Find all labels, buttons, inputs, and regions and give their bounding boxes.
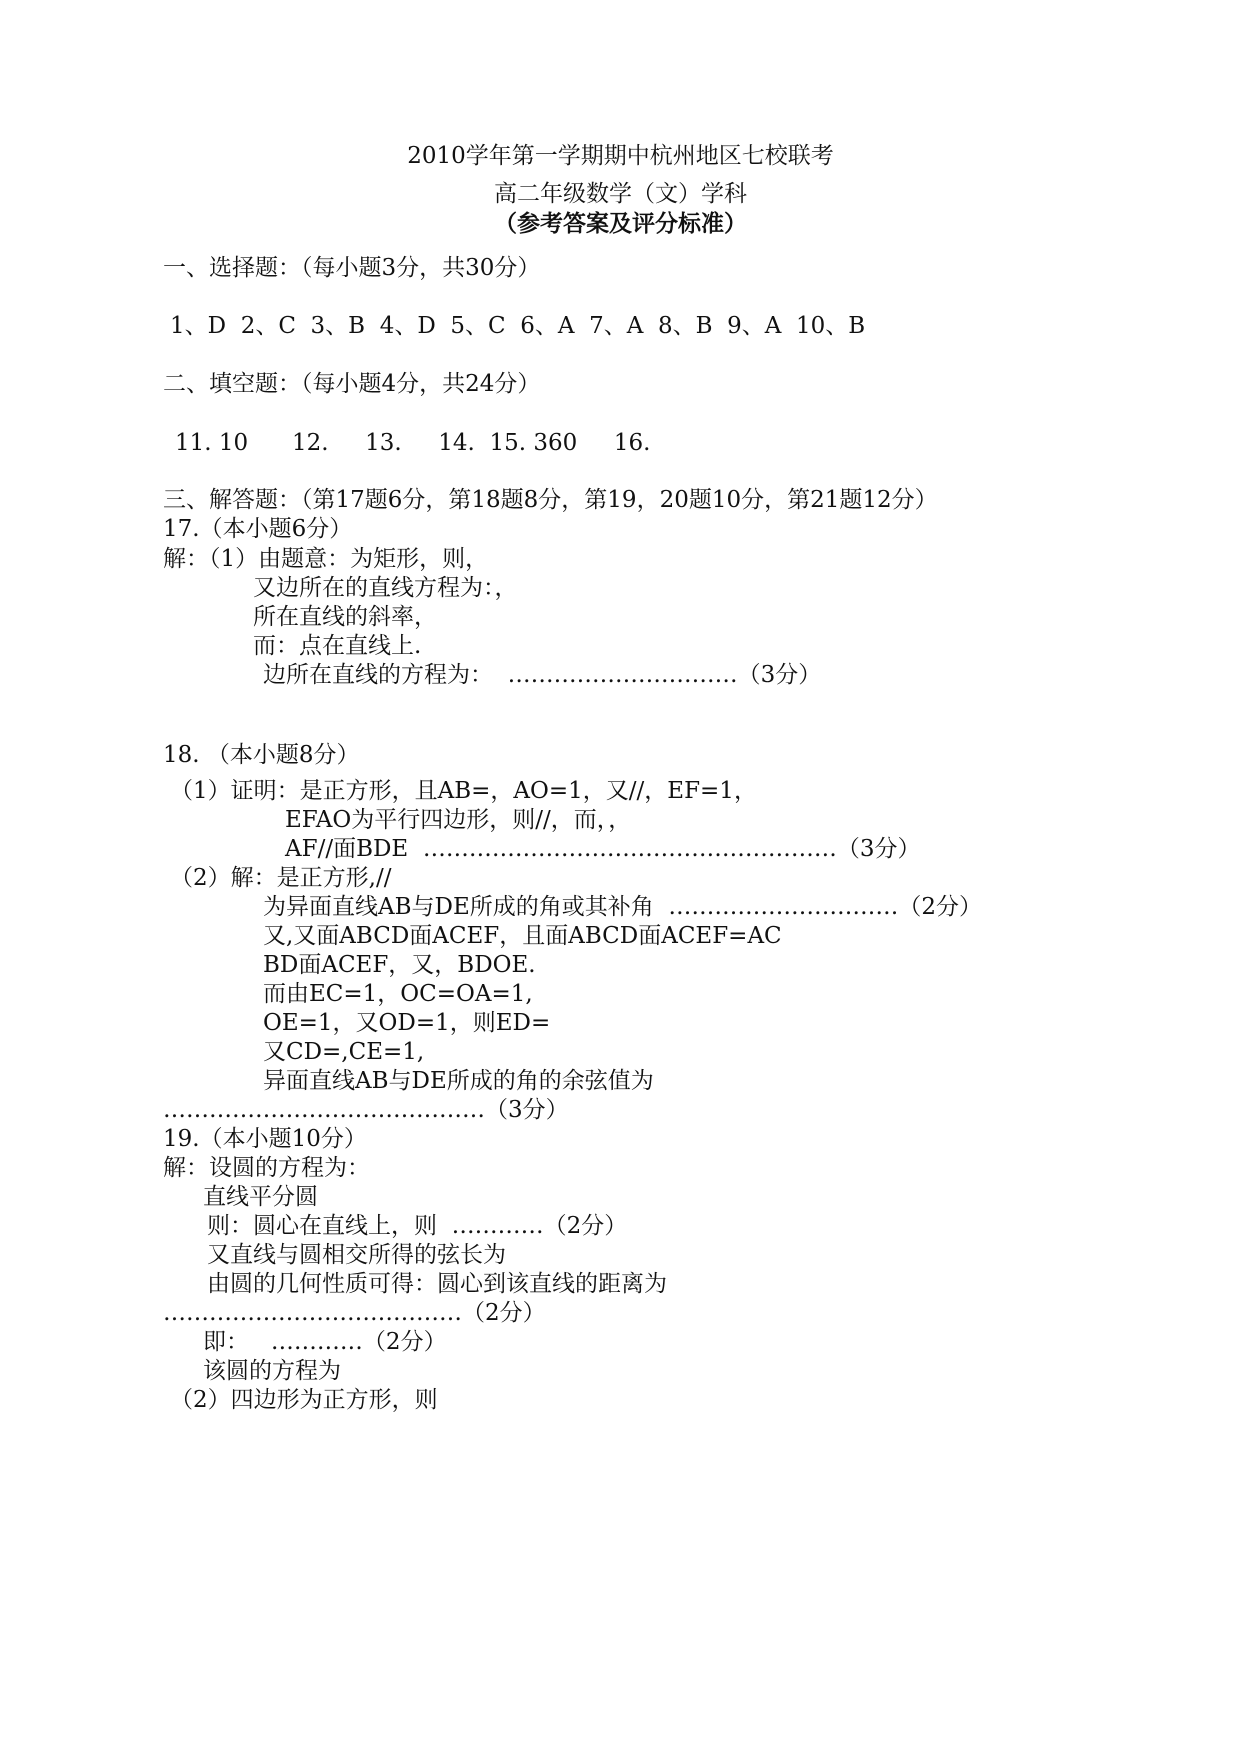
section-2-heading: 二、填空题：（每小题4分，共24分） bbox=[163, 371, 541, 397]
q18-line: OE=1，又OD=1，则ED= bbox=[263, 1010, 551, 1036]
q19-line: （2）四边形为正方形，则 bbox=[170, 1387, 438, 1413]
q19-line: 即： …………（2分） bbox=[203, 1329, 447, 1355]
q17-line: 所在直线的斜率， bbox=[253, 604, 437, 630]
q19-line: 则：圆心在直线上，则 …………（2分） bbox=[207, 1213, 628, 1239]
q18-line: （2）解：是正方形,// bbox=[170, 865, 392, 891]
page-note: （参考答案及评分标准） bbox=[494, 210, 747, 237]
q19-line: 该圆的方程为 bbox=[203, 1358, 341, 1384]
q18-line: EFAO为平行四边形，则//，而，， bbox=[285, 807, 632, 833]
q19-line: …………………………………（2分） bbox=[163, 1300, 546, 1326]
section-1-heading: 一、选择题：（每小题3分，共30分） bbox=[163, 255, 541, 281]
q18-line: ……………………………………（3分） bbox=[163, 1097, 569, 1123]
q17-line: 解：（1）由题意：为矩形，则， bbox=[163, 546, 489, 572]
q19-line: 由圆的几何性质可得：圆心到该直线的距离为 bbox=[207, 1271, 667, 1297]
section-1-answers: 1、D 2、C 3、B 4、D 5、C 6、A 7、A 8、B 9、A 10、B bbox=[170, 313, 866, 339]
q19-line: 解：设圆的方程为： bbox=[163, 1155, 370, 1181]
page-subtitle: 高二年级数学（文）学科 bbox=[494, 181, 747, 207]
q18-line: 又CD=,CE=1, bbox=[263, 1039, 425, 1065]
q17-line: 而：点在直线上. bbox=[253, 633, 422, 659]
q18-line: BD面ACEF，又，BDOE. bbox=[263, 952, 536, 978]
q17-line: 边所在直线的方程为： …………………………（3分） bbox=[263, 662, 822, 688]
q18-line: 为异面直线AB与DE所成的角或其补角 …………………………（2分） bbox=[263, 894, 982, 920]
q18-line: 异面直线AB与DE所成的角的余弦值为 bbox=[263, 1068, 654, 1094]
section-2-answers: 11. 10 12. 13. 14. 15. 360 16. bbox=[175, 430, 651, 456]
q19-line: 直线平分圆 bbox=[203, 1184, 318, 1210]
q19-title: 19.（本小题10分） bbox=[163, 1126, 367, 1152]
q18-line: 而由EC=1，OC=OA=1, bbox=[263, 981, 533, 1007]
q18-line: （1）证明：是正方形，且AB=，AO=1，又//，EF=1， bbox=[170, 778, 757, 804]
q17-title: 17.（本小题6分） bbox=[163, 516, 353, 542]
q17-line: 又边所在的直线方程为：， bbox=[253, 575, 518, 601]
q18-line: AF//面BDE ………………………………………………（3分） bbox=[285, 836, 921, 862]
page-title: 2010学年第一学期期中杭州地区七校联考 bbox=[407, 143, 834, 169]
q18-line: 又,又面ABCD面ACEF，且面ABCD面ACEF=AC bbox=[263, 923, 782, 949]
q19-line: 又直线与圆相交所得的弦长为 bbox=[207, 1242, 506, 1268]
q18-title: 18. （本小题8分） bbox=[163, 742, 360, 768]
section-3-heading: 三、解答题：（第17题6分，第18题8分，第19，20题10分，第21题12分） bbox=[163, 487, 938, 513]
